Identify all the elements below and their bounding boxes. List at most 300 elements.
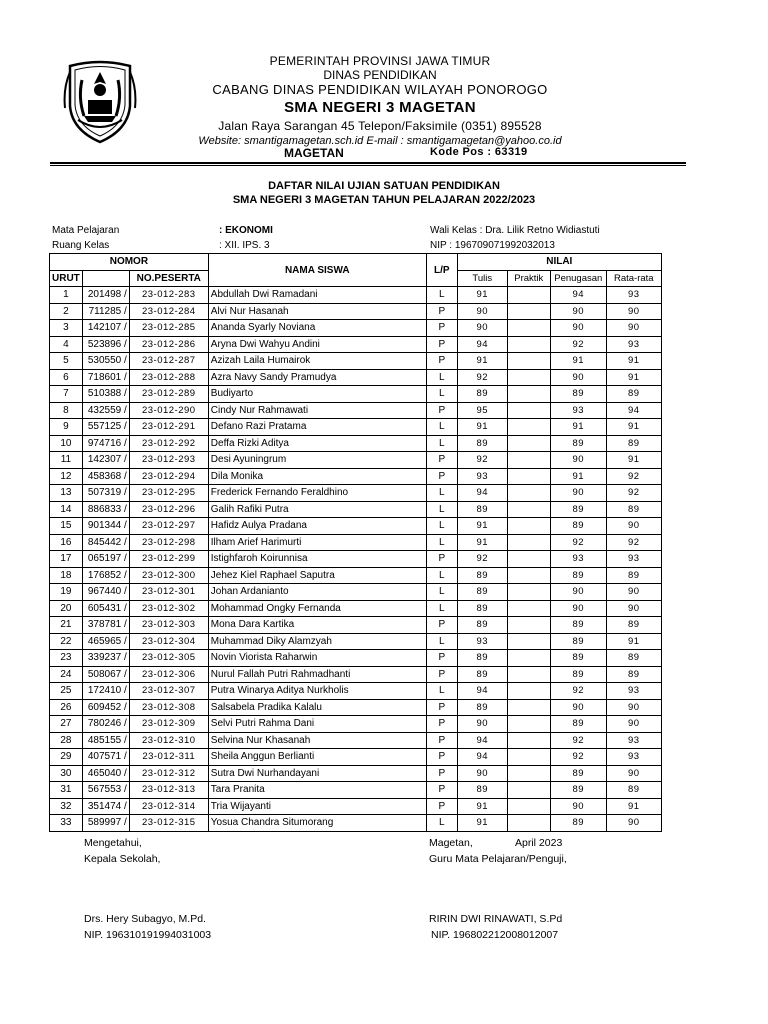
cell-rata: 91 (606, 633, 661, 650)
footer-teacher-name: RIRIN DWI RINAWATI, S.Pd (429, 913, 563, 925)
cell-nama: Selvi Putri Rahma Dani (208, 716, 426, 733)
cell-lp: L (426, 369, 457, 386)
cell-peserta: 23-012-306 (129, 666, 208, 683)
cell-code: 351474 / (82, 798, 129, 815)
header-peserta: NO.PESERTA (129, 270, 208, 287)
cell-tulis: 94 (457, 485, 507, 502)
cell-tulis: 93 (457, 468, 507, 485)
cell-penugasan: 89 (550, 716, 606, 733)
footer-teacher-title: Guru Mata Pelajaran/Penguji, (429, 853, 567, 865)
cell-rata: 89 (606, 435, 661, 452)
cell-rata: 90 (606, 600, 661, 617)
cell-penugasan: 90 (550, 584, 606, 601)
table-row (50, 666, 662, 683)
cell-nama: Tria Wijayanti (208, 798, 426, 815)
cell-code: 176852 / (82, 567, 129, 584)
cell-peserta: 23-012-310 (129, 732, 208, 749)
school-crest-logo (60, 58, 140, 144)
cell-nama: Mohammad Ongky Fernanda (208, 600, 426, 617)
cell-rata: 90 (606, 320, 661, 337)
cell-penugasan: 90 (550, 600, 606, 617)
cell-rata: 93 (606, 732, 661, 749)
cell-rata: 93 (606, 336, 661, 353)
cell-praktik (507, 501, 550, 518)
cell-rata: 93 (606, 683, 661, 700)
cell-lp: P (426, 650, 457, 667)
cell-peserta: 23-012-312 (129, 765, 208, 782)
cell-praktik (507, 336, 550, 353)
cell-penugasan: 89 (550, 633, 606, 650)
cell-praktik (507, 320, 550, 337)
cell-no: 30 (50, 765, 83, 782)
cell-code: 465040 / (82, 765, 129, 782)
cell-penugasan: 92 (550, 336, 606, 353)
table-row (50, 567, 662, 584)
cell-praktik (507, 518, 550, 535)
cell-code: 407571 / (82, 749, 129, 766)
cell-code: 458368 / (82, 468, 129, 485)
cell-penugasan: 89 (550, 435, 606, 452)
header-rata: Rata-rata (606, 270, 661, 287)
cell-rata: 89 (606, 386, 661, 403)
cell-peserta: 23-012-307 (129, 683, 208, 700)
cell-penugasan: 89 (550, 567, 606, 584)
cell-code: 507319 / (82, 485, 129, 502)
cell-no: 33 (50, 815, 83, 832)
cell-lp: P (426, 336, 457, 353)
cell-peserta: 23-012-294 (129, 468, 208, 485)
cell-tulis: 91 (457, 287, 507, 304)
cell-praktik (507, 584, 550, 601)
table-row (50, 303, 662, 320)
letterhead-postal: Kode Pos : 63319 (430, 146, 528, 158)
header-nomor: NOMOR (50, 254, 209, 271)
table-row (50, 518, 662, 535)
letterhead-divider (50, 162, 686, 164)
cell-lp: P (426, 452, 457, 469)
cell-praktik (507, 551, 550, 568)
cell-nama: Selvina Nur Khasanah (208, 732, 426, 749)
cell-nama: Ananda Syarly Noviana (208, 320, 426, 337)
cell-penugasan: 92 (550, 534, 606, 551)
cell-rata: 92 (606, 534, 661, 551)
document-subtitle: SMA NEGERI 3 MAGETAN TAHUN PELAJARAN 2022/2023 (232, 194, 536, 206)
table-row (50, 732, 662, 749)
cell-penugasan: 94 (550, 287, 606, 304)
cell-lp: L (426, 633, 457, 650)
cell-penugasan: 92 (550, 683, 606, 700)
cell-lp: L (426, 518, 457, 535)
cell-no: 1 (50, 287, 83, 304)
cell-no: 31 (50, 782, 83, 799)
cell-penugasan: 90 (550, 485, 606, 502)
cell-penugasan: 89 (550, 386, 606, 403)
cell-penugasan: 89 (550, 666, 606, 683)
cell-nama: Sheila Anggun Berlianti (208, 749, 426, 766)
cell-peserta: 23-012-308 (129, 699, 208, 716)
cell-rata: 90 (606, 518, 661, 535)
cell-penugasan: 89 (550, 815, 606, 832)
cell-no: 29 (50, 749, 83, 766)
cell-no: 21 (50, 617, 83, 634)
cell-tulis: 90 (457, 765, 507, 782)
grades-table-body (50, 287, 662, 832)
cell-nama: Tara Pranita (208, 782, 426, 799)
cell-lp: L (426, 534, 457, 551)
cell-nama: Aryna Dwi Wahyu Andini (208, 336, 426, 353)
cell-lp: P (426, 732, 457, 749)
cell-penugasan: 90 (550, 452, 606, 469)
cell-penugasan: 89 (550, 650, 606, 667)
cell-peserta: 23-012-296 (129, 501, 208, 518)
cell-praktik (507, 617, 550, 634)
cell-tulis: 91 (457, 518, 507, 535)
cell-lp: P (426, 617, 457, 634)
cell-penugasan: 89 (550, 501, 606, 518)
table-row (50, 485, 662, 502)
cell-no: 25 (50, 683, 83, 700)
cell-nama: Istighfaroh Koirunnisa (208, 551, 426, 568)
cell-penugasan: 91 (550, 353, 606, 370)
cell-peserta: 23-012-313 (129, 782, 208, 799)
cell-no: 3 (50, 320, 83, 337)
cell-tulis: 95 (457, 402, 507, 419)
cell-no: 13 (50, 485, 83, 502)
cell-penugasan: 89 (550, 518, 606, 535)
table-row (50, 716, 662, 733)
cell-code: 465965 / (82, 633, 129, 650)
cell-no: 27 (50, 716, 83, 733)
cell-peserta: 23-012-286 (129, 336, 208, 353)
cell-penugasan: 90 (550, 303, 606, 320)
table-row (50, 633, 662, 650)
cell-penugasan: 91 (550, 468, 606, 485)
cell-praktik (507, 683, 550, 700)
cell-praktik (507, 600, 550, 617)
cell-tulis: 92 (457, 369, 507, 386)
cell-tulis: 91 (457, 534, 507, 551)
cell-code: 508067 / (82, 666, 129, 683)
cell-nama: Ilham Arief Harimurti (208, 534, 426, 551)
cell-code: 485155 / (82, 732, 129, 749)
cell-code: 172410 / (82, 683, 129, 700)
cell-tulis: 89 (457, 584, 507, 601)
cell-lp: P (426, 765, 457, 782)
cell-code: 510388 / (82, 386, 129, 403)
cell-no: 10 (50, 435, 83, 452)
footer-acknowledged: Mengetahui, (84, 837, 142, 849)
cell-code: 845442 / (82, 534, 129, 551)
cell-penugasan: 89 (550, 782, 606, 799)
room-value: : XII. IPS. 3 (219, 240, 270, 251)
cell-nama: Defano Razi Pratama (208, 419, 426, 436)
cell-rata: 92 (606, 468, 661, 485)
cell-rata: 94 (606, 402, 661, 419)
cell-praktik (507, 782, 550, 799)
cell-code: 201498 / (82, 287, 129, 304)
cell-nama: Abdullah Dwi Ramadani (208, 287, 426, 304)
cell-nama: Salsabela Pradika Kalalu (208, 699, 426, 716)
cell-nama: Nurul Fallah Putri Rahmadhanti (208, 666, 426, 683)
cell-no: 19 (50, 584, 83, 601)
cell-lp: L (426, 600, 457, 617)
cell-peserta: 23-012-302 (129, 600, 208, 617)
cell-code: 967440 / (82, 584, 129, 601)
cell-praktik (507, 749, 550, 766)
cell-code: 609452 / (82, 699, 129, 716)
cell-praktik (507, 815, 550, 832)
cell-lp: L (426, 485, 457, 502)
cell-peserta: 23-012-293 (129, 452, 208, 469)
table-row (50, 699, 662, 716)
footer-principal-nip: NIP. 196310191994031003 (84, 929, 212, 941)
cell-nama: Cindy Nur Rahmawati (208, 402, 426, 419)
cell-peserta: 23-012-304 (129, 633, 208, 650)
cell-nama: Frederick Fernando Feraldhino (208, 485, 426, 502)
cell-no: 20 (50, 600, 83, 617)
cell-code: 557125 / (82, 419, 129, 436)
cell-lp: L (426, 683, 457, 700)
cell-rata: 89 (606, 567, 661, 584)
cell-praktik (507, 650, 550, 667)
cell-nama: Johan Ardanianto (208, 584, 426, 601)
cell-rata: 93 (606, 287, 661, 304)
letterhead-city: MAGETAN (284, 146, 344, 160)
footer-principal-title: Kepala Sekolah, (84, 853, 161, 865)
cell-penugasan: 89 (550, 765, 606, 782)
cell-praktik (507, 435, 550, 452)
cell-code: 142307 / (82, 452, 129, 469)
cell-tulis: 90 (457, 716, 507, 733)
cell-code: 886833 / (82, 501, 129, 518)
cell-tulis: 92 (457, 452, 507, 469)
cell-rata: 91 (606, 353, 661, 370)
header-nilai: NILAI (457, 254, 661, 271)
cell-nama: Dila Monika (208, 468, 426, 485)
cell-peserta: 23-012-285 (129, 320, 208, 337)
cell-tulis: 89 (457, 617, 507, 634)
document-title: DAFTAR NILAI UJIAN SATUAN PENDIDIKAN (268, 180, 500, 192)
homeroom-teacher: Wali Kelas : Dra. Lilik Retno Widiastuti (430, 225, 600, 236)
cell-code: 339237 / (82, 650, 129, 667)
cell-lp: P (426, 782, 457, 799)
table-row (50, 419, 662, 436)
letterhead-branch: CABANG DINAS PENDIDIKAN WILAYAH PONOROGO (212, 82, 548, 97)
cell-no: 14 (50, 501, 83, 518)
cell-tulis: 89 (457, 386, 507, 403)
cell-lp: L (426, 815, 457, 832)
cell-nama: Putra Winarya Aditya Nurkholis (208, 683, 426, 700)
cell-tulis: 94 (457, 336, 507, 353)
grades-table (49, 253, 662, 832)
cell-rata: 91 (606, 419, 661, 436)
homeroom-nip: NIP : 196709071992032013 (430, 240, 555, 251)
cell-no: 2 (50, 303, 83, 320)
cell-peserta: 23-012-309 (129, 716, 208, 733)
cell-no: 24 (50, 666, 83, 683)
cell-rata: 89 (606, 650, 661, 667)
cell-code: 974716 / (82, 435, 129, 452)
cell-code: 142107 / (82, 320, 129, 337)
table-row (50, 650, 662, 667)
cell-lp: P (426, 353, 457, 370)
cell-lp: L (426, 435, 457, 452)
cell-no: 11 (50, 452, 83, 469)
cell-rata: 89 (606, 782, 661, 799)
cell-nama: Novin Viorista Raharwin (208, 650, 426, 667)
cell-tulis: 94 (457, 683, 507, 700)
table-row (50, 815, 662, 832)
cell-rata: 91 (606, 798, 661, 815)
cell-praktik (507, 633, 550, 650)
cell-lp: P (426, 551, 457, 568)
cell-nama: Desi Ayuningrum (208, 452, 426, 469)
cell-penugasan: 90 (550, 369, 606, 386)
cell-rata: 93 (606, 551, 661, 568)
cell-rata: 90 (606, 303, 661, 320)
table-row (50, 435, 662, 452)
cell-lp: L (426, 419, 457, 436)
cell-penugasan: 90 (550, 699, 606, 716)
cell-tulis: 94 (457, 732, 507, 749)
letterhead-address: Jalan Raya Sarangan 45 Telepon/Faksimile (0351) 895528 (218, 119, 542, 133)
cell-praktik (507, 468, 550, 485)
cell-nama: Budiyarto (208, 386, 426, 403)
cell-peserta: 23-012-300 (129, 567, 208, 584)
cell-nama: Galih Rafiki Putra (208, 501, 426, 518)
cell-code: 523896 / (82, 336, 129, 353)
cell-tulis: 94 (457, 749, 507, 766)
cell-praktik (507, 765, 550, 782)
cell-nama: Hafidz Aulya Pradana (208, 518, 426, 535)
cell-lp: L (426, 287, 457, 304)
cell-peserta: 23-012-289 (129, 386, 208, 403)
cell-tulis: 91 (457, 798, 507, 815)
cell-rata: 90 (606, 699, 661, 716)
header-urut: URUT (50, 270, 83, 287)
cell-praktik (507, 666, 550, 683)
cell-rata: 91 (606, 452, 661, 469)
table-row (50, 534, 662, 551)
header-tulis: Tulis (457, 270, 507, 287)
subject-value: : EKONOMI (219, 225, 273, 236)
footer-date: April 2023 (515, 837, 563, 849)
cell-penugasan: 90 (550, 798, 606, 815)
table-row (50, 683, 662, 700)
cell-tulis: 89 (457, 650, 507, 667)
cell-nama: Azizah Laila Humairok (208, 353, 426, 370)
cell-rata: 90 (606, 716, 661, 733)
cell-peserta: 23-012-311 (129, 749, 208, 766)
cell-no: 8 (50, 402, 83, 419)
cell-peserta: 23-012-305 (129, 650, 208, 667)
cell-peserta: 23-012-284 (129, 303, 208, 320)
table-row (50, 600, 662, 617)
cell-tulis: 91 (457, 353, 507, 370)
cell-praktik (507, 798, 550, 815)
cell-no: 5 (50, 353, 83, 370)
cell-tulis: 89 (457, 600, 507, 617)
letterhead-province: PEMERINTAH PROVINSI JAWA TIMUR (269, 54, 491, 68)
cell-peserta: 23-012-298 (129, 534, 208, 551)
cell-praktik (507, 452, 550, 469)
cell-nama: Deffa Rizki Aditya (208, 435, 426, 452)
cell-peserta: 23-012-299 (129, 551, 208, 568)
cell-code: 901344 / (82, 518, 129, 535)
cell-tulis: 90 (457, 303, 507, 320)
cell-tulis: 89 (457, 501, 507, 518)
cell-rata: 90 (606, 765, 661, 782)
cell-tulis: 91 (457, 419, 507, 436)
room-label: Ruang Kelas (52, 240, 110, 251)
cell-no: 4 (50, 336, 83, 353)
cell-no: 9 (50, 419, 83, 436)
cell-praktik (507, 287, 550, 304)
cell-rata: 92 (606, 485, 661, 502)
letterhead-divider-thin (50, 165, 686, 166)
header-nama: NAMA SISWA (208, 254, 426, 287)
cell-nama: Sutra Dwi Nurhandayani (208, 765, 426, 782)
header-penugasan: Penugasan (550, 270, 606, 287)
cell-no: 28 (50, 732, 83, 749)
cell-tulis: 89 (457, 567, 507, 584)
cell-no: 32 (50, 798, 83, 815)
cell-no: 7 (50, 386, 83, 403)
cell-code: 780246 / (82, 716, 129, 733)
cell-no: 23 (50, 650, 83, 667)
cell-peserta: 23-012-297 (129, 518, 208, 535)
cell-praktik (507, 386, 550, 403)
cell-peserta: 23-012-303 (129, 617, 208, 634)
header-praktik: Praktik (507, 270, 550, 287)
table-row (50, 765, 662, 782)
table-row (50, 749, 662, 766)
cell-code: 378781 / (82, 617, 129, 634)
cell-code: 605431 / (82, 600, 129, 617)
cell-lp: L (426, 386, 457, 403)
cell-penugasan: 92 (550, 749, 606, 766)
cell-no: 26 (50, 699, 83, 716)
letterhead-agency: DINAS PENDIDIKAN (323, 68, 437, 82)
cell-code: 589997 / (82, 815, 129, 832)
table-row (50, 320, 662, 337)
cell-tulis: 89 (457, 699, 507, 716)
cell-code: 718601 / (82, 369, 129, 386)
cell-peserta: 23-012-290 (129, 402, 208, 419)
cell-code: 711285 / (82, 303, 129, 320)
table-row (50, 336, 662, 353)
cell-rata: 90 (606, 815, 661, 832)
cell-peserta: 23-012-287 (129, 353, 208, 370)
cell-rata: 89 (606, 617, 661, 634)
cell-lp: L (426, 584, 457, 601)
table-row (50, 369, 662, 386)
footer-teacher-nip: NIP. 196802212008012007 (431, 929, 559, 941)
cell-peserta: 23-012-295 (129, 485, 208, 502)
footer-principal-name: Drs. Hery Subagyo, M.Pd. (84, 913, 206, 925)
cell-code: 567553 / (82, 782, 129, 799)
cell-code: 065197 / (82, 551, 129, 568)
cell-peserta: 23-012-292 (129, 435, 208, 452)
cell-peserta: 23-012-283 (129, 287, 208, 304)
cell-penugasan: 90 (550, 320, 606, 337)
cell-lp: P (426, 320, 457, 337)
cell-lp: P (426, 716, 457, 733)
cell-nama: Yosua Chandra Situmorang (208, 815, 426, 832)
cell-lp: L (426, 567, 457, 584)
cell-nama: Mona Dara Kartika (208, 617, 426, 634)
table-row (50, 617, 662, 634)
